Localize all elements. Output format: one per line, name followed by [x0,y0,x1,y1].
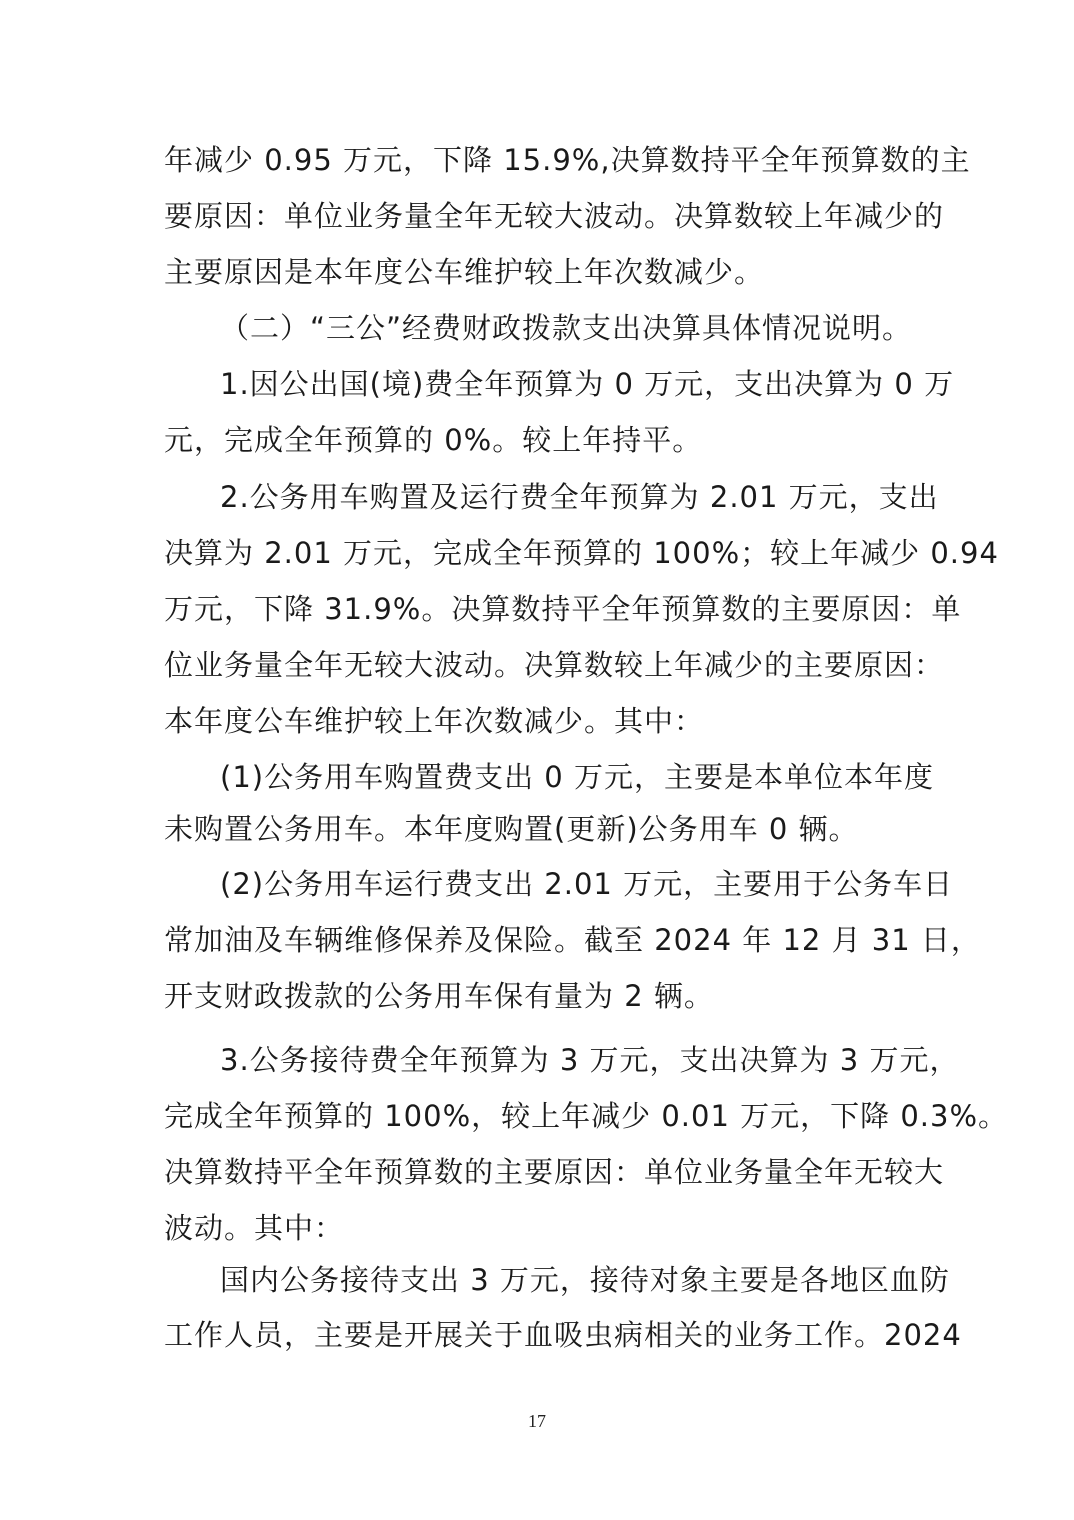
text-line: 要原因：单位业务量全年无较大波动。决算数较上年减少的 [164,199,945,233]
text-line: 开支财政拨款的公务用车保有量为 2 辆。 [164,979,714,1013]
text-line: 2.公务用车购置及运行费全年预算为 2.01 万元，支出 [220,480,939,514]
text-line: 本年度公车维护较上年次数减少。其中： [164,704,705,738]
text-line: 主要原因是本年度公车维护较上年次数减少。 [164,255,765,289]
text-line: 决算数持平全年预算数的主要原因：单位业务量全年无较大 [164,1155,945,1189]
text-line: 位业务量全年无较大波动。决算数较上年减少的主要原因： [164,648,945,682]
text-line: 完成全年预算的 100%，较上年减少 0.01 万元，下降 0.3%。 [164,1099,1009,1133]
text-line: 3.公务接待费全年预算为 3 万元，支出决算为 3 万元， [220,1043,960,1077]
section-heading: （二）“三公”经费财政拨款支出决算具体情况说明。 [220,311,913,345]
text-line: 波动。其中： [164,1211,345,1245]
text-line: 年减少 0.95 万元，下降 15.9%,决算数持平全年预算数的主 [164,143,971,177]
text-line: 万元，下降 31.9%。决算数持平全年预算数的主要原因：单 [164,592,962,626]
page-number: 17 [528,1411,546,1431]
text-line: 国内公务接待支出 3 万元，接待对象主要是各地区血防 [220,1263,950,1297]
text-line: 元，完成全年预算的 0%。较上年持平。 [164,423,703,457]
text-line: 决算为 2.01 万元，完成全年预算的 100%；较上年减少 0.94 [164,536,999,570]
text-line: 1.因公出国(境)费全年预算为 0 万元，支出决算为 0 万 [220,367,955,401]
text-line: 未购置公务用车。本年度购置(更新)公务用车 0 辆。 [164,812,859,846]
text-line: (1)公务用车购置费支出 0 万元，主要是本单位本年度 [220,760,934,794]
text-line: 工作人员，主要是开展关于血吸虫病相关的业务工作。2024 [164,1318,962,1352]
text-line: 常加油及车辆维修保养及保险。截至 2024 年 12 月 31 日， [164,923,981,957]
text-line: (2)公务用车运行费支出 2.01 万元，主要用于公务车日 [220,867,954,901]
